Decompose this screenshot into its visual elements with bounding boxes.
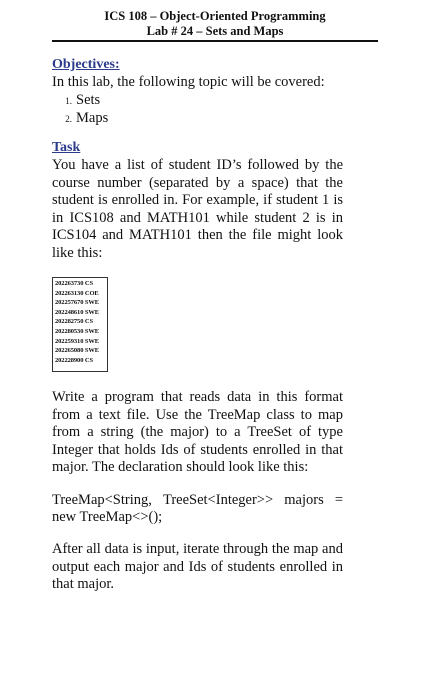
topic-item: [52, 109, 252, 127]
declaration-part: TreeMap<String,: [52, 492, 152, 508]
declaration-part: majors: [284, 492, 324, 508]
data-line: 202228900 CS: [55, 356, 93, 364]
task-paragraph-program: Write a program that reads data in this format from a text file. Use the TreeMap class to map from a string (the major) to a TreeSet of type Integer that holds Ids of students enrolled in that major. The declaration should look like this:: [52, 389, 343, 475]
data-line: 202248610 SWE: [55, 308, 100, 316]
topic-number: 2.: [65, 114, 72, 124]
document-header: [52, 9, 378, 39]
data-line: 202280530 SWE: [55, 327, 100, 335]
task-heading: Task: [52, 140, 81, 155]
declaration-part: =: [334, 492, 343, 508]
declaration-line-1: [52, 492, 343, 510]
topic-item: [52, 91, 252, 109]
task-paragraph-intro: You have a list of student ID’s followed by the course number (separated by a space) that the student is enrolled in. For example, if student 1 is in ICS108 and MATH101 while student 2 is in ICS104 and MATH101 then the file might look like this:: [52, 157, 343, 261]
declaration-part: TreeSet<Integer>>: [162, 492, 274, 508]
header-divider: [52, 40, 378, 42]
topic-number: 1.: [65, 96, 72, 106]
data-line: 202265080 SWE: [55, 347, 100, 355]
data-line: 202282750 CS: [55, 318, 93, 326]
data-line: 202263130 COE: [55, 289, 99, 297]
topic-label: Sets: [76, 92, 101, 108]
course-title: ICS 108 – Object-Oriented Programming: [104, 9, 326, 23]
task-paragraph-output: After all data is input, iterate through the map and output each major and Ids of students enrolled in that major.: [52, 541, 343, 592]
data-line: 202263730 CS: [55, 280, 93, 287]
topic-list: [52, 91, 252, 127]
declaration-line-2: new TreeMap<>();: [52, 509, 163, 525]
topic-label: Maps: [76, 110, 109, 126]
data-line: 202257670 SWE: [55, 299, 100, 307]
data-line: 202259310 SWE: [55, 337, 100, 345]
objectives-heading: Objectives:: [52, 57, 120, 72]
lab-title: Lab # 24 – Sets and Maps: [146, 24, 284, 38]
objectives-intro: In this lab, the following topic will be covered:: [52, 74, 325, 90]
sample-data-box: [52, 277, 108, 372]
